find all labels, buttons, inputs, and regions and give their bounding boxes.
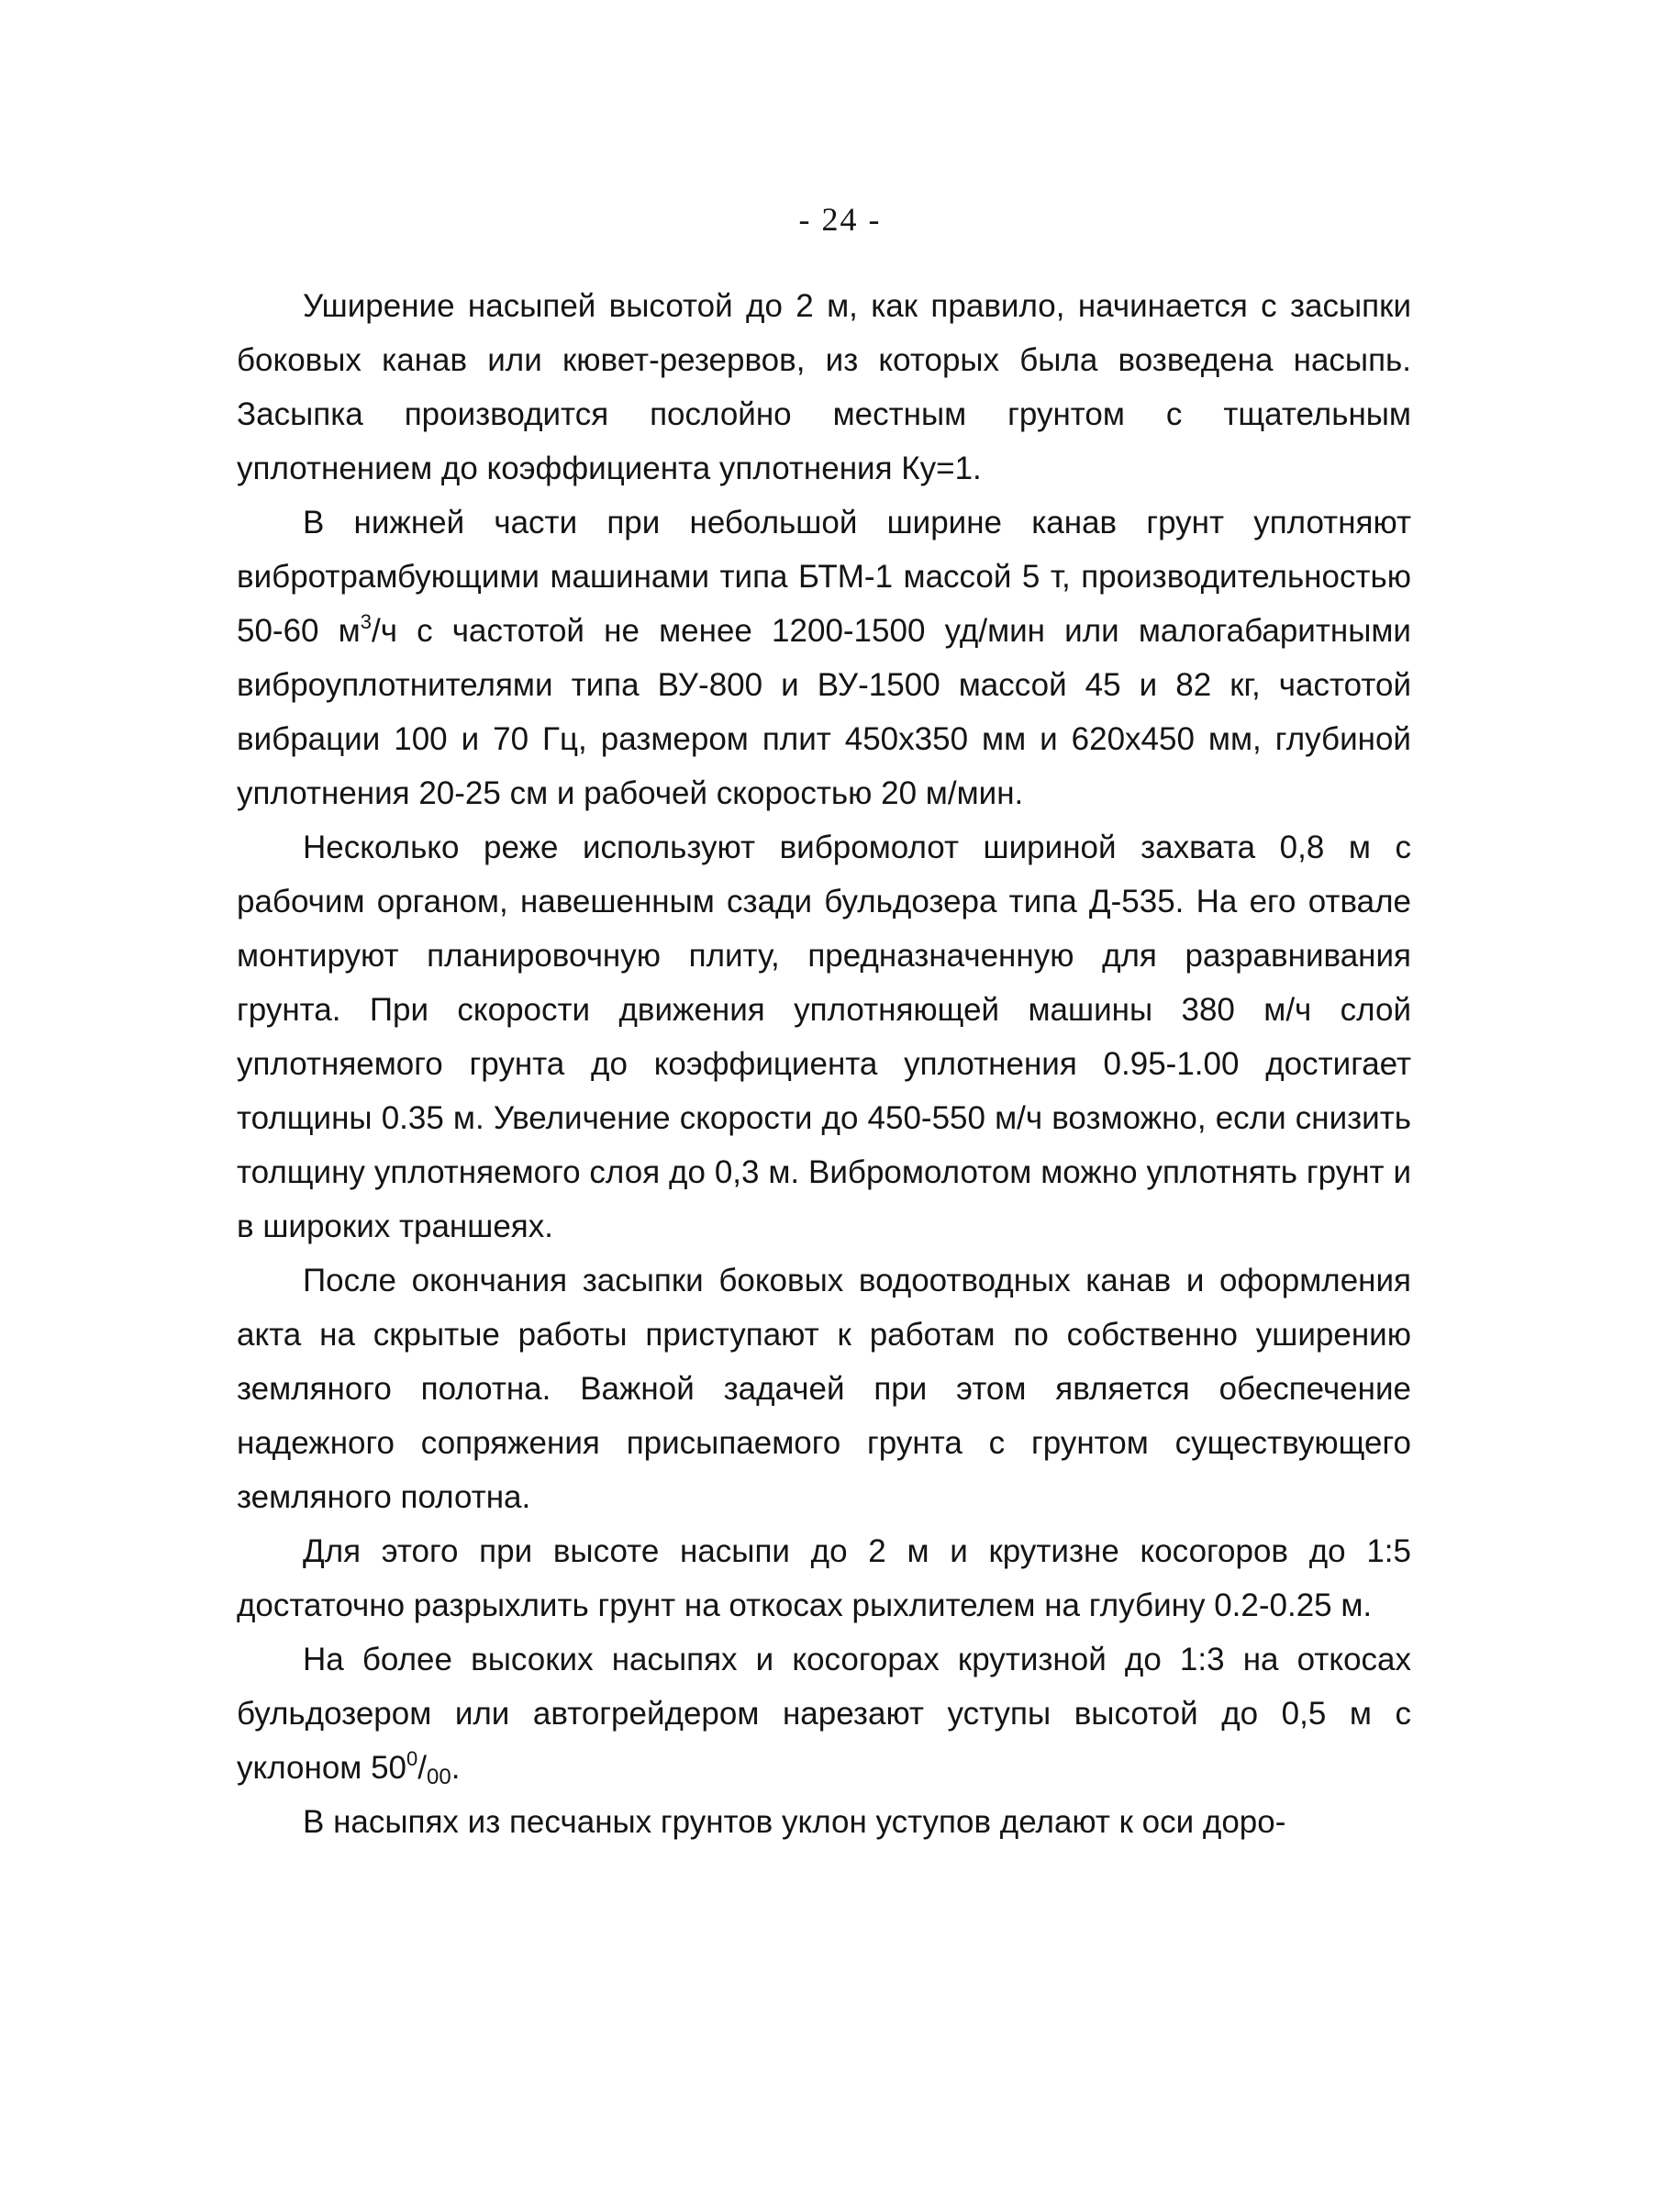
paragraph-2-text-end: /ч с частотой не менее 1200-1500 уд/мин или малогабаритными виброуплотнителями типа ВУ-800 и ВУ-1500 массой 45 и 82 кг, частотой вибрации 100 и 70 Гц, размером плит 450x350 мм и 620x450 мм, глубиной уплотнения 20-25 см и рабочей скоростью 20 м/мин. <box>237 613 1411 811</box>
paragraph-6-text-start: На более высоких насыпях и косогорах крутизной до 1:3 на откосах бульдозером или автогрейдером нарезают уступы высотой до 0,5 м с уклоном 50 <box>237 1642 1411 1786</box>
paragraph-3: Несколько реже используют вибромолот шириной захвата 0,8 м с рабочим органом, навешенным сзади бульдозера типа Д-535. На его отвале монтируют планировочную плиту, предназначенную для разравнивания грунта. При скорости движения уплотняющей машины 380 м/ч слой уплотняемого грунта до коэффициента уплотнения 0.95-1.00 достигает толщины 0.35 м. Увеличение скорости до 450-550 м/ч возможно, если снизить толщину уплотняемого слоя до 0,3 м. Вибромолотом можно уплотнять грунт и в широких траншеях. <box>237 830 1411 1244</box>
paragraph-6 <box>237 1632 1411 1795</box>
body-text <box>237 279 1411 1849</box>
paragraph-1: Уширение насыпей высотой до 2 м, как правило, начинается с засыпки боковых канав или кювет-резервов, из которых была возведена насыпь. Засыпка производится послойно местным грунтом с тщательным уплотнением до коэффициента уплотнения Ку=1. <box>237 288 1411 486</box>
cubic-superscript: 3 <box>360 610 372 633</box>
page-number: - 24 - <box>798 201 882 238</box>
paragraph-2-text-start: В нижней части при небольшой ширине канав грунт уплотняют вибротрамбующими машинами типа БТМ-1 массой 5 т, производительностью 50-60 м <box>237 505 1411 649</box>
permille-subscript: 00 <box>426 1765 451 1789</box>
paragraph-4: После окончания засыпки боковых водоотводных канав и оформления акта на скрытые работы приступают к работам по собственно уширению земляного полотна. Важной задачей при этом является обеспечение надежного сопряжения присыпаемого грунта с грунтом существующего земляного полотна. <box>237 1263 1411 1515</box>
paragraph-2 <box>237 496 1411 820</box>
permille-slash: / <box>417 1750 427 1786</box>
permille-superscript: 0 <box>406 1747 418 1770</box>
paragraph-7: В насыпях из песчаных грунтов уклон уступов делают к оси доро- <box>303 1804 1286 1840</box>
paragraph-6-text-end: . <box>451 1750 461 1786</box>
paragraph-5: Для этого при высоте насыпи до 2 м и крутизне косогоров до 1:5 достаточно разрыхлить грунт на откосах рыхлителем на глубину 0.2-0.25 м. <box>237 1533 1411 1623</box>
